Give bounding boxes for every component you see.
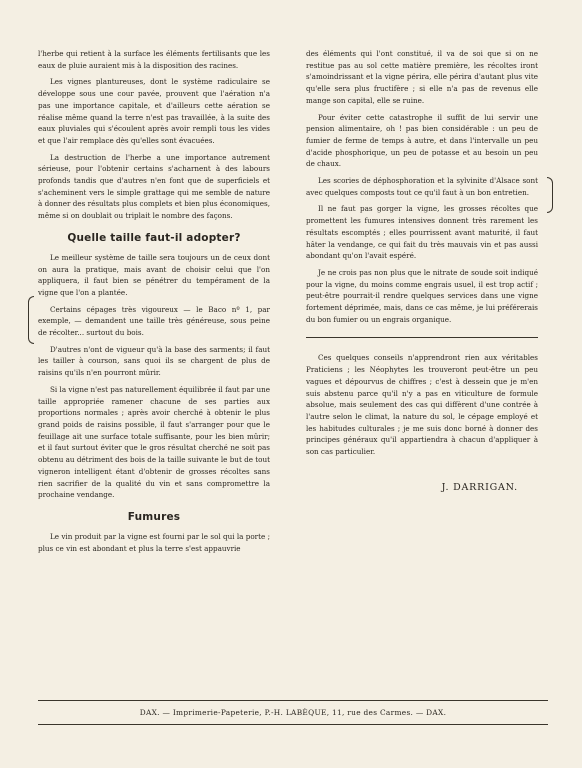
footer-rule-top (38, 700, 548, 701)
paragraph: des éléments qui l'ont constitué, il va de soi que si on ne restitue pas au sol cette matière première, les récoltes iront s'amoindrissant et la vigne périra, elle périra d'autant plus vite qu'elle sera plus fructifère ; si elle n'a pas de revenus elle mange son capital, elle se ruine. (306, 49, 538, 105)
section-heading-taille: Quelle taille faut-il adopter? (67, 231, 241, 244)
author-signature: J. DARRIGAN. (441, 481, 518, 493)
paragraph: Ces quelques conseils n'apprendront rien aux véritables Praticiens ; les Néophytes les trouveront peut-être un peu vagues et dépourvus de chiffres ; c'est à dessein que je m'en suis abstenu parce qu'il n'y a pas en viticulture de formule absolue, mais seulement des cas qui diffèrent d'une contrée à l'autre selon le climat, la nature du sol, le cépage employé et les habitudes culturales ; je me suis donc borné à donner des principes généraux qu'il appartiendra à chacun d'appliquer à son cas particulier. (306, 353, 538, 457)
paragraph: Les vignes plantureuses, dont le système radiculaire se développe sous une cour pavée, prouvent que l'aération n'a pas une importance capitale, et d'ailleurs cette aération se réalise même quand la terre n'est pas travaillée, à la suite des eaux pluviales qui s'écoulent après avoir rempli tous les vides et que l'air remplace dès qu'elles sont évacuées. (38, 77, 270, 145)
paragraph: l'herbe qui retient à la surface les éléments fertilisants que les eaux de pluie auraient mis à la disposition des racines. (38, 49, 270, 70)
paragraph: Je ne crois pas non plus que le nitrate de soude soit indiqué pour la vigne, du moins comme engrais usuel, il est trop actif ; peut-être pourrait-il rendre quelques services dans une vigne fortement déprimée, mais, dans ce cas même, je lui préférerais du bon fumier ou un engrais organique. (306, 267, 538, 324)
right-column (306, 48, 538, 493)
paragraph: D'autres n'ont de vigueur qu'à la base des sarments; il faut les tailler à courson, sans quoi ils se chargent de plus de raisins qu'ils n'en pourront mûrir. (38, 344, 270, 378)
section-heading-fumures: Fumures (127, 510, 181, 523)
section-divider (306, 337, 538, 338)
paragraph: Il ne faut pas gorger la vigne, les grosses récoltes que promettent les fumures intensives donnent très rarement les résultats escomptés ; elles pourrissent avant maturité, il faut hâter la vendange, ce qui fait du très mauvais vin et pas aussi abondant qu'on l'avait espéré. (306, 204, 538, 261)
margin-bracket-mark (547, 177, 553, 213)
paragraph: Certains cépages très vigoureux — le Baco nº 1, par exemple, — demandent une taille très généreuse, sous peine de récolter... surtout du bois. (38, 304, 270, 338)
paragraph: Le meilleur système de taille sera toujours un de ceux dont on aura la pratique, mais avant de choisir celui que l'on appliquera, il faut bien se pénétrer du tempérament de la vigne que l'on a plantée. (38, 252, 270, 297)
printer-footer: DAX. — Imprimerie-Papeterie, P.-H. LABÈQUE, 11, rue des Carmes. — DAX. (139, 708, 447, 717)
paragraph: Si la vigne n'est pas naturellement équilibrée il faut par une taille appropriée ramener chacune de ses parties aux proportions normales ; après avoir cherché à obtenir le plus grand poids de raisins possible, il faut s'arranger pour que le feuillage ait une surface totale suffisante, pour les bien mûrir; et il faut surtout éviter que le gros résultat cherché ne soit pas obtenu au détriment des bois de la taille suivante le but de tout vigneron intelligent étant d'obtenir de grosses récoltes sans rien sacrifier de la qualité du vin et sans compromettre la prochaine vendange. (38, 384, 270, 500)
paragraph: Les scories de déphosphoration et la sylvinite d'Alsace sont avec quelques composts tout ce qu'il faut à un bon entretien. (306, 176, 538, 197)
margin-bracket-mark (28, 296, 34, 344)
paragraph: La destruction de l'herbe a une importance autrement sérieuse, pour l'obtenir certains s'acharnent à des labours profonds tandis que d'autres n'en font que de superficiels et s'acheminent vers le simple grattage qui me semble de nature à donner des résultats plus complets et bien plus économiques, même si on doublait ou triplait le nombre des façons. (38, 152, 270, 221)
left-column (38, 48, 270, 559)
paragraph: Pour éviter cette catastrophe il suffit de lui servir une pension alimentaire, oh ! pas bien considérable : un peu de fumier de ferme de temps à autre, et dans l'intervalle un peu d'acide phosphorique, un peu de potasse et au besoin un peu de chaux. (306, 112, 538, 169)
footer-rule-bottom (38, 724, 548, 725)
paragraph: Le vin produit par la vigne est fourni par le sol qui la porte ; plus ce vin est abondant et plus la terre s'est appauvrie (38, 531, 270, 553)
